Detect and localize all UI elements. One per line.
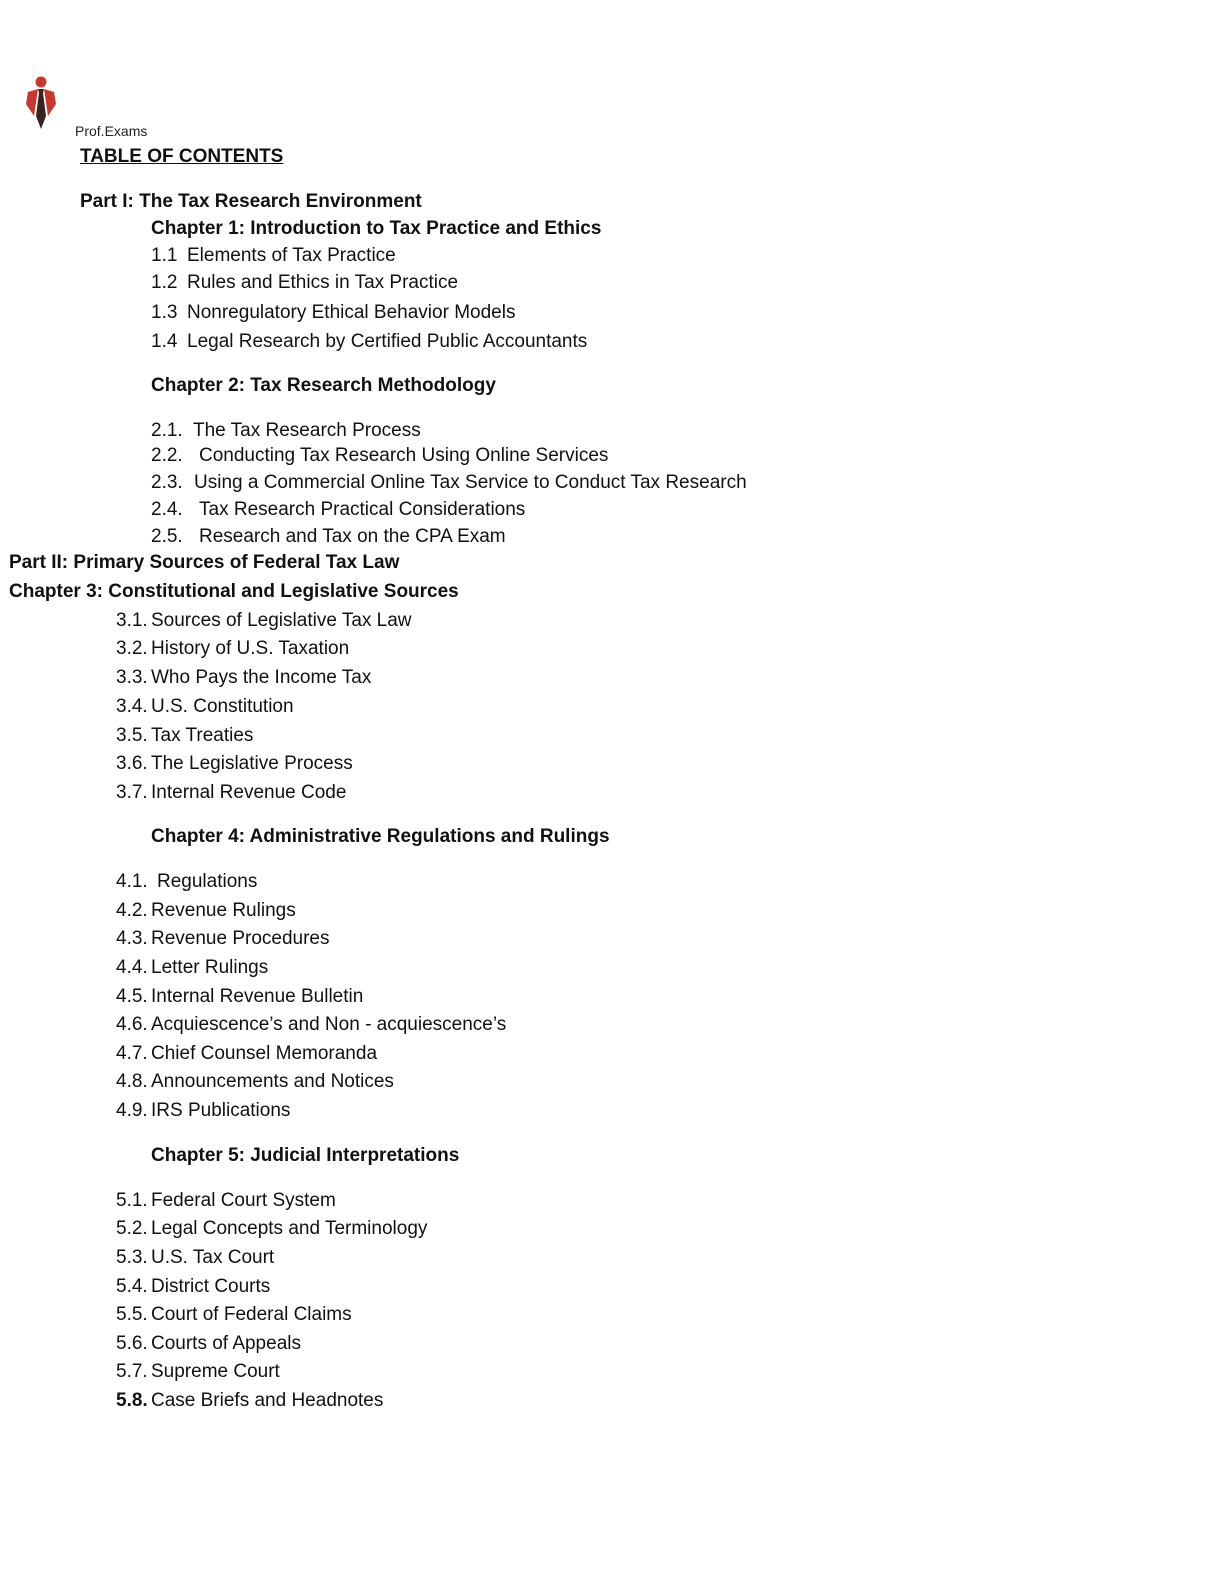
chapter-4-title: Chapter 4: Administrative Regulations and Rulings <box>151 826 610 847</box>
toc-item-2-5: 2.5. Research and Tax on the CPA Exam <box>151 526 506 547</box>
toc-item-5-3: 5.3. U.S. Tax Court <box>116 1247 275 1268</box>
toc-item-2-1: 2.1. The Tax Research Process <box>151 420 421 441</box>
part-1-title: Part I: The Tax Research Environment <box>80 191 422 212</box>
toc-item-1-2: 1.2 Rules and Ethics in Tax Practice <box>151 272 459 293</box>
toc-item-4-7: 4.7. Chief Counsel Memoranda <box>116 1043 378 1064</box>
toc-item-3-5: 3.5. Tax Treaties <box>116 725 254 746</box>
toc-item-4-8: 4.8. Announcements and Notices <box>116 1071 394 1092</box>
toc-item-5-7: 5.7. Supreme Court <box>116 1361 280 1382</box>
toc-item-5-1: 5.1. Federal Court System <box>116 1190 336 1211</box>
toc-item-4-2: 4.2. Revenue Rulings <box>116 900 296 921</box>
toc-item-3-1: 3.1. Sources of Legislative Tax Law <box>116 610 412 631</box>
toc-item-3-4: 3.4. U.S. Constitution <box>116 696 294 717</box>
chapter-1-title: Chapter 1: Introduction to Tax Practice and Ethics <box>151 218 602 239</box>
toc-item-5-8: 5.8. Case Briefs and Headnotes <box>116 1390 384 1411</box>
toc-item-1-1: 1.1 Elements of Tax Practice <box>151 245 396 266</box>
toc-item-3-6: 3.6. The Legislative Process <box>116 753 353 774</box>
toc-item-4-9: 4.9. IRS Publications <box>116 1100 291 1121</box>
toc-item-4-6: 4.6. Acquiescence’s and Non - acquiescence’s <box>116 1014 507 1035</box>
toc-item-4-5: 4.5. Internal Revenue Bulletin <box>116 986 364 1007</box>
toc-item-4-3: 4.3. Revenue Procedures <box>116 928 330 949</box>
toc-item-4-4: 4.4. Letter Rulings <box>116 957 269 978</box>
toc-item-5-6: 5.6. Courts of Appeals <box>116 1333 301 1354</box>
toc-item-5-2: 5.2. Legal Concepts and Terminology <box>116 1218 428 1239</box>
toc-item-2-4: 2.4. Tax Research Practical Considerations <box>151 499 526 520</box>
toc-item-4-1: 4.1. Regulations <box>116 871 258 892</box>
chapter-2-title: Chapter 2: Tax Research Methodology <box>151 375 496 396</box>
toc-item-5-4: 5.4. District Courts <box>116 1276 271 1297</box>
toc-item-3-7: 3.7. Internal Revenue Code <box>116 782 347 803</box>
chapter-5-title: Chapter 5: Judicial Interpretations <box>151 1145 460 1166</box>
necktie-person-icon <box>24 76 58 130</box>
toc-item-3-3: 3.3. Who Pays the Income Tax <box>116 667 372 688</box>
part-2-title: Part II: Primary Sources of Federal Tax Law <box>9 552 400 573</box>
toc-item-2-3: 2.3. Using a Commercial Online Tax Service to Conduct Tax Research <box>151 472 747 493</box>
brand-name: Prof.Exams <box>75 123 148 139</box>
toc-item-1-4: 1.4 Legal Research by Certified Public Accountants <box>151 331 588 352</box>
toc-item-2-2: 2.2. Conducting Tax Research Using Online Services <box>151 445 609 466</box>
chapter-3-title: Chapter 3: Constitutional and Legislative Sources <box>9 581 459 602</box>
toc-item-1-3: 1.3 Nonregulatory Ethical Behavior Models <box>151 302 516 323</box>
toc-item-3-2: 3.2. History of U.S. Taxation <box>116 638 350 659</box>
toc-item-5-5: 5.5. Court of Federal Claims <box>116 1304 352 1325</box>
page-title: TABLE OF CONTENTS <box>80 146 284 167</box>
